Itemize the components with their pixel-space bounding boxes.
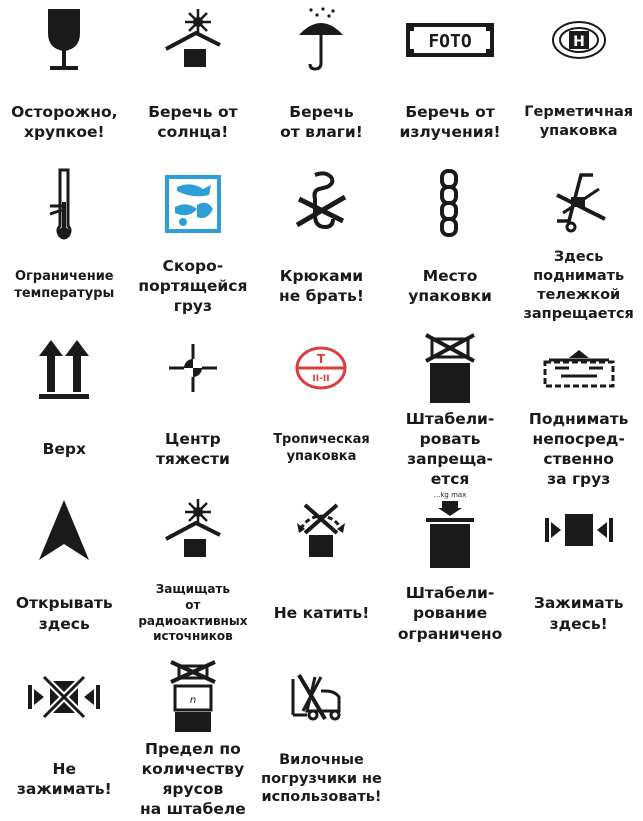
symbol-sun — [129, 0, 258, 164]
symbol-label: Вилочные погрузчики не использовать! — [261, 751, 382, 806]
fragile-icon — [34, 5, 94, 75]
no-forklift-icon — [285, 671, 357, 723]
symbol-hermetic — [514, 0, 643, 164]
symbol-fragile — [0, 0, 129, 164]
lift-cargo-icon — [539, 346, 619, 390]
symbol-open-here — [0, 490, 129, 657]
symbol-label: Предел по количеству ярусов на штабеле — [140, 739, 246, 819]
symbol-label: Штабели- ровать запреща- ется — [405, 409, 495, 489]
symbol-clamp-here — [514, 490, 643, 657]
kg-max-text: ...kg max — [433, 491, 467, 499]
symbol-label: Открывать здесь — [15, 594, 113, 633]
symbol-label: Штабели- рование ограничено — [397, 584, 503, 643]
symbol-perishable — [129, 164, 258, 328]
tier-n-text: n — [189, 695, 197, 706]
symbol-center-gravity — [129, 328, 258, 490]
symbol-tier-limit — [129, 657, 258, 821]
thermometer-icon — [44, 166, 84, 242]
center-gravity-icon — [165, 340, 221, 396]
radiation-icon — [158, 495, 228, 565]
symbol-umbrella — [257, 0, 386, 164]
symbol-label: Крюками не брать! — [279, 266, 364, 305]
symbol-tropical — [257, 328, 386, 490]
symbol-label: Поднимать непосред- ственно за груз — [528, 409, 629, 489]
stacking-limit-icon — [420, 490, 480, 570]
symbol-label: Здесь поднимать тележкой запрещается — [523, 249, 634, 322]
no-clamp-icon — [26, 675, 102, 719]
symbol-label: Место упаковки — [408, 266, 492, 305]
symbol-label: Не зажимать! — [16, 759, 112, 798]
symbol-label: Осторожно, хрупкое! — [11, 102, 118, 141]
symbol-label: Тропическая упаковка — [273, 432, 370, 464]
symbol-radiation — [129, 490, 258, 657]
symbol-label: Верх — [42, 439, 86, 458]
symbol-this-way-up — [0, 328, 129, 490]
perishable-icon — [163, 173, 223, 235]
tropical-sub-text: II-II — [312, 374, 331, 384]
symbol-no-forklift — [257, 657, 386, 821]
no-hooks-icon — [291, 169, 351, 239]
foto-text: FOTO — [428, 31, 472, 52]
this-way-up-icon — [37, 336, 91, 400]
foto-icon — [406, 23, 494, 57]
umbrella-icon — [291, 5, 351, 75]
symbol-lift-cargo — [514, 328, 643, 490]
sun-icon — [158, 5, 228, 75]
symbol-do-not-roll — [257, 490, 386, 657]
symbol-no-trolley — [514, 164, 643, 328]
symbol-label: Ограничение температуры — [14, 269, 115, 301]
symbol-stacking-limit — [386, 490, 515, 657]
symbol-label: Защищать от радиоактивных источников — [138, 582, 248, 644]
symbol-label: Скоро- портящейся груз — [138, 256, 248, 316]
tropical-t-text: T — [317, 352, 326, 366]
symbol-no-hooks — [257, 164, 386, 328]
symbol-label: Беречь от влаги! — [280, 102, 363, 141]
no-trolley-icon — [549, 169, 609, 239]
symbol-temperature — [0, 164, 129, 328]
clamp-here-icon — [543, 510, 615, 550]
symbol-no-clamp — [0, 657, 129, 821]
chain-icon — [430, 169, 470, 239]
hermetic-icon — [551, 20, 607, 60]
do-not-roll-icon — [289, 499, 353, 561]
symbol-label: Беречь от солнца! — [148, 102, 238, 141]
symbol-no-stacking — [386, 328, 515, 490]
open-here-icon — [37, 498, 91, 562]
symbol-sling — [386, 164, 515, 328]
tropical-icon — [294, 345, 348, 391]
hermetic-text: H — [572, 34, 585, 50]
symbol-label: Центр тяжести — [155, 429, 230, 468]
symbol-foto — [386, 0, 515, 164]
symbol-label: Не катить! — [273, 604, 370, 623]
symbol-label: Беречь от излучения! — [399, 102, 501, 141]
no-stacking-icon — [422, 331, 478, 405]
symbol-label: Зажимать здесь! — [533, 594, 624, 633]
tier-limit-icon — [167, 660, 219, 734]
symbol-label: Герметичная упаковка — [524, 104, 634, 139]
